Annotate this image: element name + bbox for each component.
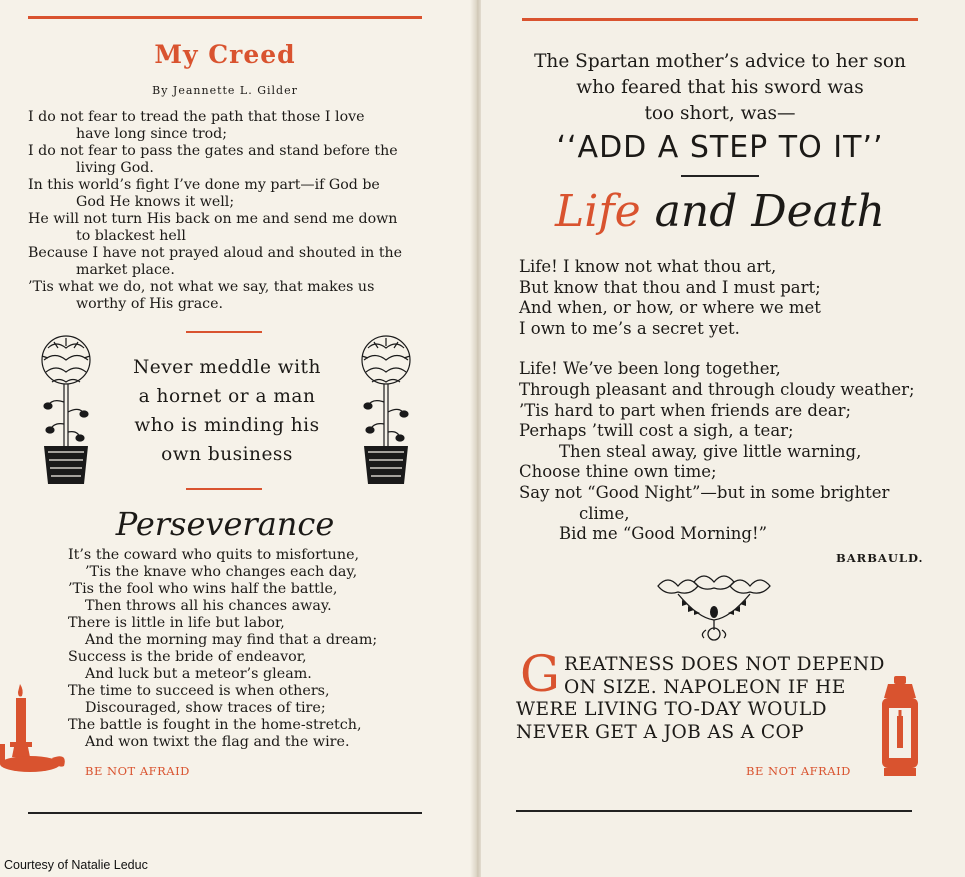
hornet-line-3: who is minding his [134,415,320,436]
greatness-saying [516,654,885,744]
perseverance-poem-line: And won twixt the flag and the wire. [85,734,350,750]
life-death-poem-line: Then steal away, give little warning, [559,441,862,461]
life-death-poem-line: But know that thou and I must part; [519,277,821,297]
life-death-poem-line: I own to me’s a secret yet. [519,318,740,338]
creed-poem-line: Because I have not prayed aloud and shouted in the [28,245,403,261]
life-death-poem-line: clime, [579,503,630,523]
hornet-line-2: a hornet or a man [138,386,316,407]
red-divider-creed [186,331,262,333]
perseverance-poem-line: Then throws all his chances away. [85,598,332,614]
black-divider-addstep [681,175,759,177]
creed-poem-line: I do not fear to pass the gates and stand before the [28,143,398,159]
greatness-line-2: ON SIZE. NAPOLEON IF HE [564,676,846,698]
life-title-word: Life [555,186,641,237]
greatness-line-3: WERE LIVING TO-DAY WOULD [516,699,827,720]
life-and-death-title [520,186,920,237]
hornet-line-1: Never meddle with [133,357,321,378]
bottom-black-rule-right [516,810,912,812]
creed-poem-line: market place. [76,262,175,278]
perseverance-poem [68,547,428,751]
hornet-line-4: own business [161,444,293,465]
creed-byline: By Jeannette L. Gilder [152,84,298,97]
be-not-afraid-caption-left: BE NOT AFRAID [85,764,190,778]
red-divider-hornet [186,488,262,490]
spartan-line-3: too short, was— [644,103,796,124]
perseverance-poem-line: Discouraged, show traces of tire; [85,700,326,716]
top-red-rule-right [522,18,918,21]
perseverance-poem-line: And luck but a meteor’s gleam. [85,666,312,682]
creed-poem-line: ’Tis what we do, not what we say, that makes us [28,279,375,295]
perseverance-poem-line: Success is the bride of endeavor, [68,649,307,665]
creed-poem-line: worthy of His grace. [76,296,224,312]
creed-poem [28,109,428,313]
creed-poem-line: to blackest hell [76,228,186,244]
lantern-icon [880,676,920,776]
add-a-step-heading: ‘‘ADD A STEP TO IT’’ [556,130,884,165]
life-death-poem-line: Perhaps ’twill cost a sigh, a tear; [519,421,794,441]
creed-poem-line: In this world’s fight I’ve done my part—if God be [28,177,380,193]
candlestick-icon [0,684,70,778]
life-death-poem-line: Life! We’ve been long together, [519,359,781,379]
perseverance-poem-line: There is little in life but labor, [68,615,285,631]
hornet-saying [112,353,342,469]
life-death-poem-line: Life! I know not what thou art, [519,257,777,276]
life-death-poem-line: Bid me “Good Morning!” [559,524,768,544]
perseverance-poem-line: The time to succeed is when others, [68,683,330,699]
greatness-line-1: REATNESS DOES NOT DEPEND [564,654,885,675]
be-not-afraid-caption-right: BE NOT AFRAID [746,764,851,778]
top-red-rule-left [28,16,422,19]
life-death-poem-line: ’Tis hard to part when friends are dear; [519,400,852,420]
life-death-poem-line: Through pleasant and through cloudy weather; [519,379,915,399]
spartan-line-1: The Spartan mother’s advice to her son [534,51,906,72]
perseverance-poem-line: ’Tis the fool who wins half the battle, [68,581,338,597]
creed-poem-line: I do not fear to tread the path that those I love [28,109,365,125]
creed-poem-line: God He knows it well; [76,194,235,210]
life-death-poem-line: And when, or how, or where we met [519,298,821,318]
courtesy-credit: Courtesy of Natalie Leduc [4,858,148,872]
life-death-poem-line [519,339,929,359]
floral-ornament-icon [652,572,774,642]
life-death-poem-line: Say not “Good Night”—but in some brighter [519,482,890,502]
spartan-quote [510,49,930,127]
life-and-death-poem [519,257,929,545]
topiary-tree-icon-right [348,334,424,486]
and-death-title-words: and Death [640,186,885,237]
greatness-dropcap: G [520,645,560,703]
spartan-line-2: who feared that his sword was [576,77,864,98]
topiary-tree-icon-left [28,334,104,486]
creed-title: My Creed [154,40,296,69]
creed-poem-line: living God. [76,160,154,176]
life-death-poem-line: Choose thine own time; [519,462,717,482]
perseverance-poem-line: And the morning may find that a dream; [85,632,378,648]
perseverance-poem-line: ’Tis the knave who changes each day, [85,564,358,580]
perseverance-poem-line: The battle is fought in the home-stretch, [68,717,362,733]
creed-poem-line: He will not turn His back on me and send me down [28,211,398,227]
perseverance-title: Perseverance [115,505,335,543]
perseverance-poem-line: It’s the coward who quits to misfortune, [68,547,360,563]
greatness-line-4: NEVER GET A JOB AS A COP [516,721,805,743]
creed-poem-line: have long since trod; [76,126,228,142]
bottom-black-rule-left [28,812,422,814]
barbauld-attribution: BARBAULD. [836,551,924,565]
